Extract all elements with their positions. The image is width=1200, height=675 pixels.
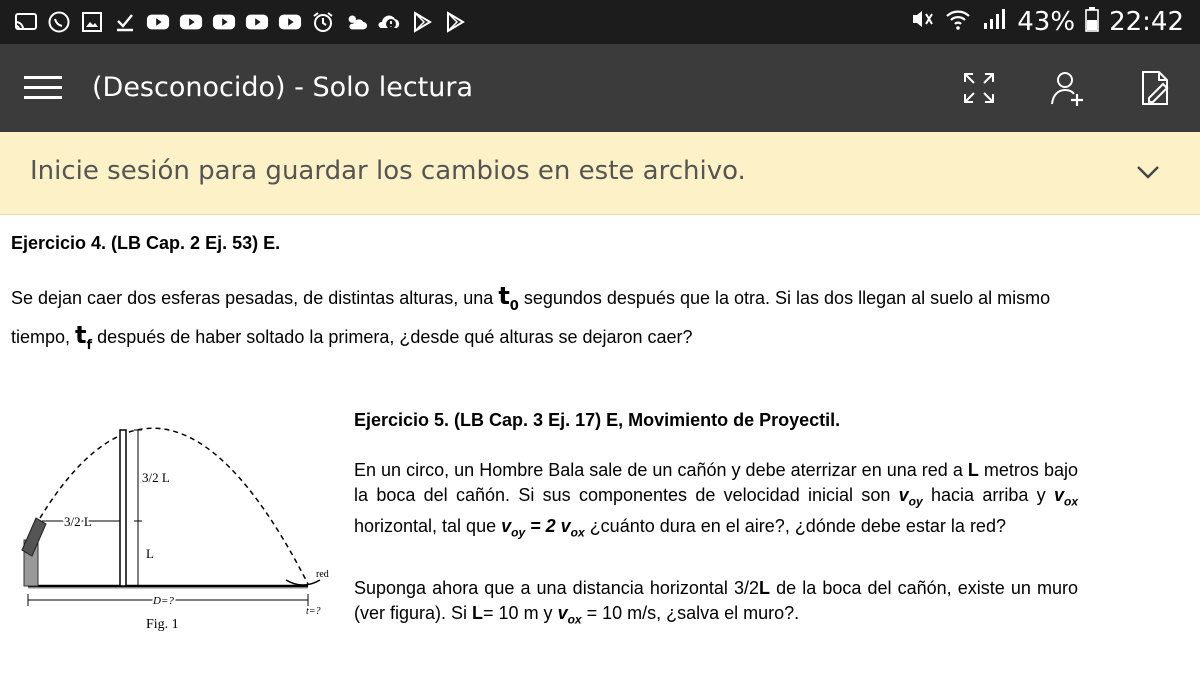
- cast-icon: [14, 10, 38, 34]
- expand-icon: [957, 66, 1001, 110]
- battery-percent: 43%: [1017, 7, 1076, 37]
- cannon-barrel: [22, 518, 46, 556]
- menu-icon[interactable]: [24, 76, 62, 100]
- expand-banner-button[interactable]: [1134, 158, 1162, 186]
- figure-label-red: red: [316, 569, 329, 580]
- share-button[interactable]: [1045, 66, 1089, 110]
- chevron-down-icon: [1134, 158, 1162, 186]
- mute-icon: [909, 6, 935, 39]
- battery-icon: [1085, 6, 1099, 39]
- sign-in-banner[interactable]: [0, 132, 1200, 215]
- clock: 22:42: [1109, 7, 1184, 37]
- alert-icon: [377, 10, 401, 34]
- t0-symbol: $t_0$: [498, 282, 519, 314]
- download-icon: [113, 10, 137, 34]
- weather-icon: [344, 10, 368, 34]
- status-bar: [0, 0, 1200, 44]
- fullscreen-button[interactable]: [957, 66, 1001, 110]
- play-store-icon: [410, 10, 434, 34]
- edit-button[interactable]: [1133, 66, 1177, 110]
- edit-doc-icon: [1133, 66, 1177, 110]
- exercise-5-paragraph-1: En un circo, un Hombre Bala sale de un cañón y debe aterrizar en una red a L metros bajo la boca del cañón. Si sus componentes de velocidad inicial son $v_{oy}$ hacia arriba y $v_{ox}$ horizontal, tal que $v_{oy} = 2$ $v_{ox}$ ¿cuánto dura en el aire?, ¿dónde debe estar la red?: [354, 460, 1078, 540]
- wall: [120, 430, 126, 586]
- trajectory: [40, 428, 308, 584]
- figure-label-D: D=?: [153, 595, 174, 607]
- whatsapp-icon: [47, 10, 71, 34]
- tf-symbol: $t_f$: [75, 320, 93, 353]
- figure-label-t: t=?: [306, 606, 321, 617]
- signal-icon: [981, 6, 1007, 39]
- figure-label-height: 3/2 L: [142, 470, 170, 485]
- gallery-icon: [80, 10, 104, 34]
- banner-message: Inicie sesión para guardar los cambios en este archivo.: [30, 156, 746, 186]
- notification-icons: [14, 8, 467, 36]
- youtube-icon: [146, 10, 170, 34]
- youtube-icon: [212, 10, 236, 34]
- play-store-icon: [443, 10, 467, 34]
- figure-label-distance: 3/2 L: [64, 514, 92, 529]
- net: [286, 580, 320, 585]
- add-person-icon: [1045, 66, 1089, 110]
- wifi-icon: [945, 6, 971, 39]
- youtube-icon: [179, 10, 203, 34]
- projectile-figure: [8, 400, 348, 640]
- exercise-4-title: Ejercicio 4. (LB Cap. 2 Ej. 53) E.: [11, 233, 281, 253]
- status-right: [909, 0, 1184, 44]
- figure-caption: Fig. 1: [146, 617, 179, 632]
- document-page[interactable]: [0, 214, 1200, 675]
- exercise-5-title: Ejercicio 5. (LB Cap. 3 Ej. 17) E, Movimiento de Proyectil.: [354, 410, 841, 430]
- youtube-icon: [245, 10, 269, 34]
- exercise-4-text: Se dejan caer dos esferas pesadas, de distintas alturas, una $t_0$ segundos después que la otra. Si las dos llegan al suelo al mismo tiempo, $t_f$ después de haber soltado la primera, ¿desde qué alturas se dejaron caer?: [11, 282, 1051, 353]
- alarm-icon: [311, 10, 335, 34]
- document-title: (Desconocido) - Solo lectura: [92, 72, 474, 103]
- youtube-icon: [278, 10, 302, 34]
- figure-label-L: L: [146, 546, 154, 561]
- app-bar: [0, 44, 1200, 132]
- exercise-5-paragraph-2: Suponga ahora que a una distancia horizontal 3/2L de la boca del cañón, existe un muro (ver figura). Si L= 10 m y $v_{ox} = 10$ m/s, ¿salva el muro?.: [354, 578, 1078, 627]
